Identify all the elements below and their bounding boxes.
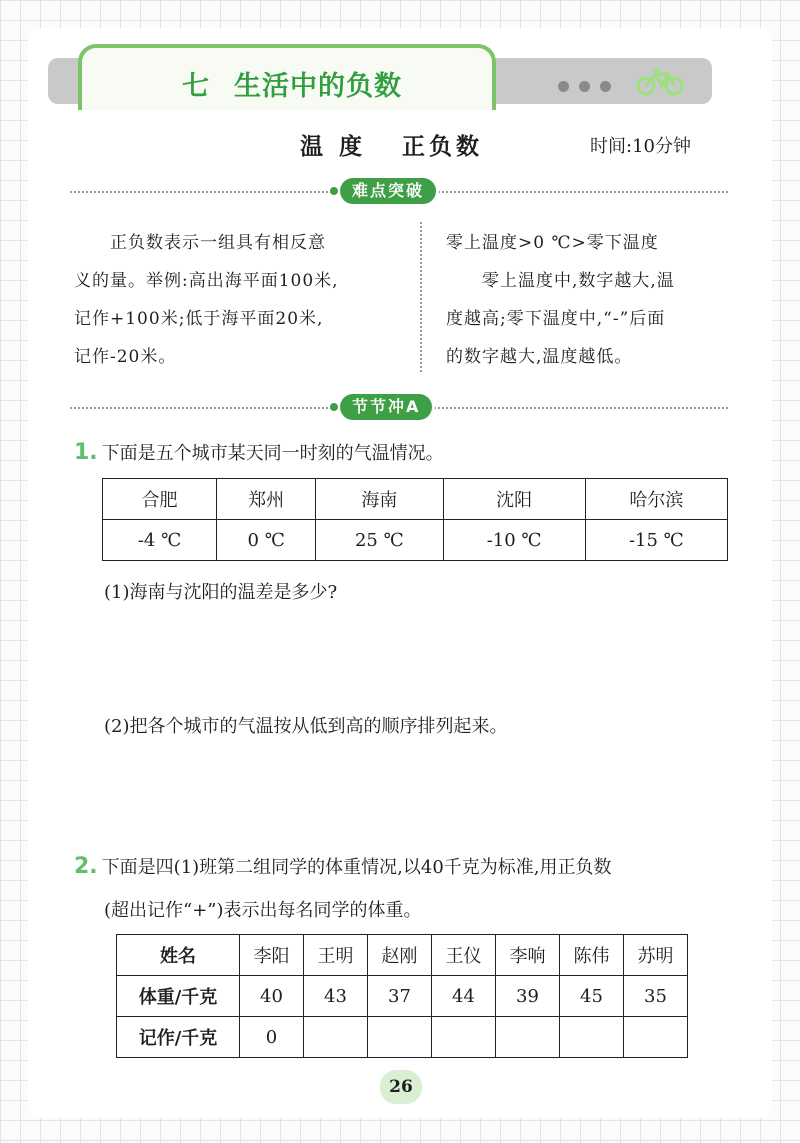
- city-cell: 合肥: [103, 479, 217, 520]
- record-cell: [368, 1017, 432, 1058]
- page-number: 26: [380, 1070, 422, 1104]
- question-1-part-2: (2)把各个城市的气温按从低到高的顺序排列起来。: [104, 716, 508, 737]
- weight-cell: 45: [560, 976, 624, 1017]
- name-cell: 王明: [304, 935, 368, 976]
- name-cell: 王仪: [432, 935, 496, 976]
- weight-table: [116, 934, 688, 1058]
- bicycle-icon: [636, 66, 684, 100]
- weight-cell: 40: [240, 976, 304, 1017]
- difficulty-right-line: 度越高;零下温度中,“-”后面: [446, 309, 666, 329]
- difficulty-right-line: 零上温度>0 ℃>零下温度: [446, 233, 659, 253]
- question-2-text: 下面是四(1)班第二组同学的体重情况,以40千克为标准,用正负数: [101, 857, 612, 878]
- table-row: [103, 520, 728, 561]
- question-2-number: 2.: [74, 854, 98, 879]
- chapter-title: [182, 64, 402, 103]
- temperature-cell: -15 ℃: [585, 520, 727, 561]
- record-cell: [432, 1017, 496, 1058]
- temperature-cell: 25 ℃: [316, 520, 443, 561]
- name-cell: 李阳: [240, 935, 304, 976]
- difficulty-badge: 难点突破: [340, 178, 436, 204]
- weight-cell: 43: [304, 976, 368, 1017]
- difficulty-right-line: 的数字越大,温度越低。: [446, 347, 633, 367]
- name-header: 姓名: [117, 935, 240, 976]
- time-limit: 时间:10分钟: [590, 136, 691, 157]
- temperature-cell: 0 ℃: [217, 520, 316, 561]
- question-2-line-1: [74, 848, 612, 887]
- weight-cell: 44: [432, 976, 496, 1017]
- lesson-title: [300, 128, 483, 161]
- lesson-title-b: 正负数: [402, 134, 484, 160]
- table-row: [103, 479, 728, 520]
- difficulty-left-line: 正负数表示一组具有相反意: [110, 233, 326, 253]
- difficulty-right-text: [446, 224, 736, 376]
- question-1-text: 下面是五个城市某天同一时刻的气温情况。: [101, 443, 444, 464]
- city-temperature-table: [102, 478, 728, 561]
- city-cell: 哈尔滨: [585, 479, 727, 520]
- question-1-number: 1.: [74, 440, 98, 465]
- name-cell: 李响: [496, 935, 560, 976]
- difficulty-right-line: 零上温度中,数字越大,温: [482, 271, 675, 291]
- difficulty-left-text: [74, 224, 414, 376]
- difficulty-left-line: 义的量。举例:高出海平面100米,: [74, 271, 339, 291]
- lesson-title-a: 温 度: [300, 134, 367, 160]
- practice-badge: 节节冲A: [340, 394, 432, 420]
- record-cell: [304, 1017, 368, 1058]
- weight-cell: 39: [496, 976, 560, 1017]
- name-cell: 苏明: [624, 935, 688, 976]
- name-cell: 赵刚: [368, 935, 432, 976]
- record-cell: [496, 1017, 560, 1058]
- question-1-part-1: (1)海南与沈阳的温差是多少?: [104, 582, 338, 603]
- record-cell: 0: [240, 1017, 304, 1058]
- question-2-line-2: (超出记作“+”)表示出每名同学的体重。: [104, 900, 422, 921]
- city-cell: 沈阳: [443, 479, 585, 520]
- table-row: [117, 976, 688, 1017]
- column-divider: [420, 222, 422, 372]
- question-1: [74, 434, 444, 473]
- city-cell: 海南: [316, 479, 443, 520]
- chapter-number: 七: [182, 71, 210, 102]
- chapter-title-text: 生活中的负数: [234, 71, 402, 102]
- difficulty-left-line: 记作+100米;低于海平面20米,: [74, 309, 324, 329]
- record-cell: [560, 1017, 624, 1058]
- weight-header: 体重/千克: [117, 976, 240, 1017]
- record-cell: [624, 1017, 688, 1058]
- weight-cell: 37: [368, 976, 432, 1017]
- difficulty-left-line: 记作-20米。: [74, 347, 177, 367]
- banner-dots: [558, 77, 621, 96]
- temperature-cell: -10 ℃: [443, 520, 585, 561]
- table-row: [117, 1017, 688, 1058]
- weight-cell: 35: [624, 976, 688, 1017]
- record-header: 记作/千克: [117, 1017, 240, 1058]
- table-row: [117, 935, 688, 976]
- name-cell: 陈伟: [560, 935, 624, 976]
- temperature-cell: -4 ℃: [103, 520, 217, 561]
- city-cell: 郑州: [217, 479, 316, 520]
